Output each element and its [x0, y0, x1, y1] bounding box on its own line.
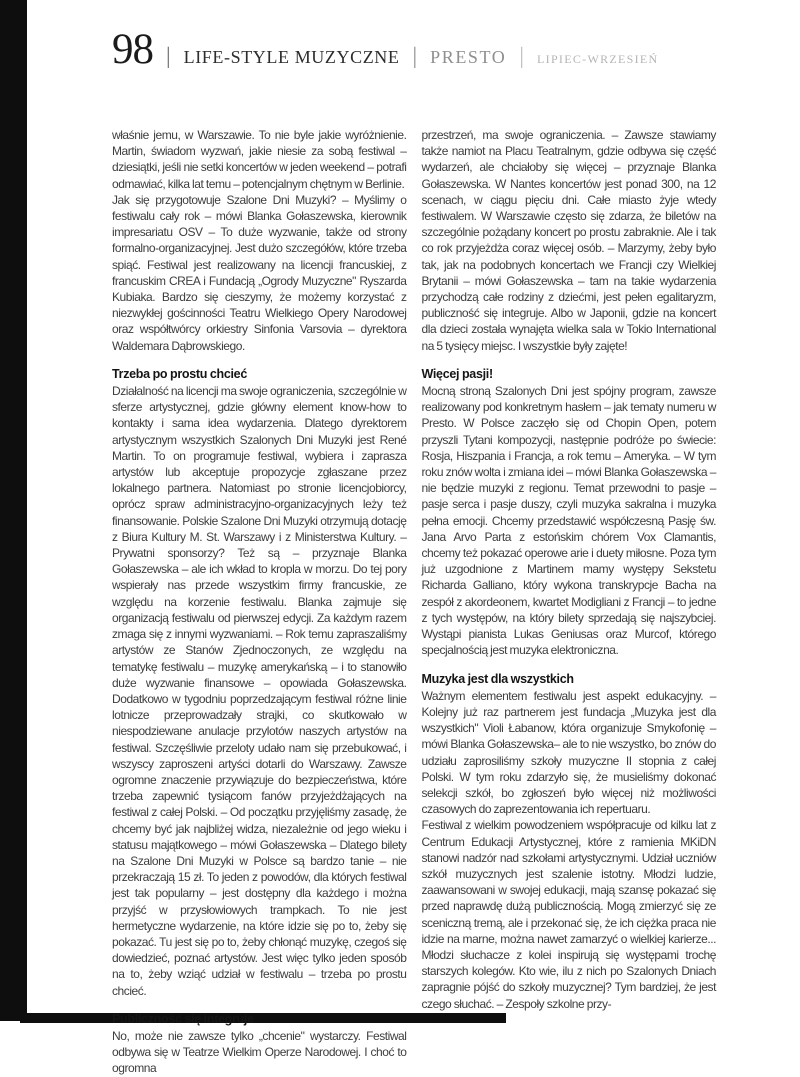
- body-paragraph: Festiwal z wielkim powodzeniem współpracuje od kilku lat z Centrum Edukacji Artystycznej, które z ramienia MKiDN stanowi nadzór nad szkołami artystycznymi. Udział uczniów szkół muzycznych jest szalenie istotny. Młodzi ludzie, zaawansowani w swojej edukacji, mają szansę pokazać się przed naprawdę dużą publicznością. Mogą zmierzyć się ze sceniczną tremą, ale i przekonać się, że ich ciężka praca nie idzie na marne, można nawet zamarzyć o wielkiej karierze... Młodzi słuchacze z kolei inspirują się występami trochę starszych kolegów. Kto wie, ilu z nich po Szalonych Dniach zapragnie pójść do szkoły muzycznej? Tym bardziej, że jest czego słuchać. – Zespoły szkolne przy-: [421, 818, 716, 1011]
- body-paragraph: Ważnym elementem festiwalu jest aspekt edukacyjny. – Kolejny już raz partnerem jest fundacja „Muzyka jest dla wszystkich" Violi Łabanow, która organizuje Smykofonię – mówi Blanka Gołaszewska– ale to nie wszystko, bo znów do udziału zaprosiliśmy szkoły muzyczne II stopnia z całej Polski. W tym roku zdarzyło się, że musieliśmy dokonać selekcji szkół, bo zgłoszeń było więcej niż możliwości czasowych do zaprezentowania ich repertuaru.: [421, 688, 716, 817]
- right-column: [422, 127, 717, 1077]
- body-paragraph: No, może nie zawsze tylko „chcenie" wystarczy. Festiwal odbywa się w Teatrze Wielkim Operze Narodowej. I choć to ogromna: [112, 1028, 407, 1076]
- section-heading: Publiczność się integruje: [112, 1011, 254, 1026]
- body-paragraph: przestrzeń, ma swoje ograniczenia. – Zawsze stawiamy także namiot na Placu Teatralnym, gdzie odbywa się część wydarzeń, ale chciałoby się więcej – przyznaje Blanka Gołaszewska. W Nantes koncertów jest ponad 300, na 12 scenach, w ciągu pięciu dni. Całe miasto żyje wtedy festiwalem. W Warszawie często się zdarza, że biletów na szczególnie pożądany koncert po prostu zabraknie. Ale i tak co rok przyjeżdża coraz więcej osób. – Marzymy, żeby było tak, jak na podobnych koncertach we Francji czy Wielkiej Brytanii – mówi Gołaszewska – tam na takie wydarzenia przychodzą całe rodziny z dziećmi, jest pełen egalitaryzm, publiczność się integruje. Albo w Japonii, gdzie na koncert dla dzieci została wynajęta wielka sala w Tokio International na 5 tysięcy miejsc. I wszystkie były zajęte!: [421, 128, 716, 353]
- body-paragraph: Mocną stroną Szalonych Dni jest spójny program, zawsze realizowany pod konkretnym hasłem – jak tematy numeru w Presto. W Polsce zaczęło się od Chopin Open, potem przyszli Tytani kompozycji, następnie podróże po świecie: Rosja, Hiszpania i Francja, a rok temu – Ameryka. – W tym roku znów wolta i zmiana idei – mówi Blanka Gołaszewska – nie będzie muzyki z regionu. Temat przewodni to pasje – pasje serca i pasje duszy, czyli muzyka sakralna i muzyka pełna emocji. Chcemy przedstawić współczesną Pasję św. Jana Arvo Parta z estońskim chórem Vox Clamantis, chcemy też pokazać operowe arie i duety miłosne. Poza tym już uzgodnione z Martinem mamy występy Sekstetu Richarda Galliano, który wykona transkrypcje Bacha na zespół z akordeonem, kwartet Modigliani z Francji – to jedne z tych występów, na który bilety sprzedają się najszybciej. Wystąpi pianista Lukas Geniusas oraz Murcof, którego specjalnością jest muzyka elektroniczna.: [421, 384, 716, 658]
- section-heading: Trzeba po prostu chcieć: [112, 366, 247, 381]
- section-heading: Muzyka jest dla wszystkich: [421, 671, 574, 686]
- header-separator: |: [412, 43, 418, 68]
- header-separator: |: [519, 43, 525, 68]
- page-header: [112, 28, 659, 71]
- body-paragraph: właśnie jemu, w Warszawie. To nie byle jakie wyróżnienie. Martin, świadom wyzwań, jakie niesie za sobą festiwal – dziesiątki, jeśli nie setki koncertów w jeden weekend – potrafi odmawiać, kilka lat temu – potencjalnym chętnym w Berlinie.: [112, 128, 407, 191]
- left-column: [112, 127, 407, 1077]
- body-paragraph: Działalność na licencji ma swoje ograniczenia, szczególnie w sferze artystycznej, gdzie główny element know-how to kontakty i sama idea wydarzenia. Dlatego dyrektorem artystycznym wszystkich Szalonych Dni Muzyki jest René Martin. To on programuje festiwal, wybiera i zaprasza artystów lub akceptuje propozycje zgłaszane przez lokalnego partnera. Natomiast po stronie licencjobiorcy, oprócz spraw administracyjno-organizacyjnych leży też finansowanie. Polskie Szalone Dni Muzyki otrzymują dotację z Biura Kultury M. St. Warszawy i z Ministerstwa Kultury. – Prywatni sponsorzy? Też są – przyznaje Blanka Gołaszewska – ale ich wkład to kropla w morzu. Do tej pory wspierały nas przede wszystkim firmy francuskie, ze względu na korzenie festiwalu. Blanka zajmuje się organizacją festiwalu od pierwszej edycji. Za każdym razem zmaga się z innymi wyzwaniami. – Rok temu zapraszaliśmy artystów ze Stanów Zjednoczonych, ze względu na tematykę festiwalu – muzykę amerykańską – i to stanowiło duże wyzwanie finansowe – opowiada Gołaszewska. Dodatkowo w tygodniu poprzedzającym festiwal różne linie lotnicze przeprowadzały strajki, co skutkowało w niespodziewane anulacje przylotów naszych artystów na festiwal. Szczęśliwie przeloty udało nam się przebukować, i wszyscy zaproszeni artyści dotarli do Warszawy. Zawsze ogromne znaczenie przywiązuje do bezpieczeństwa, które trzeba zapewnić tysiącom fanów przyjeżdżających na festiwal z całej Polski. – Od początku przyjęliśmy zasadę, że chcemy być jak najbliżej widza, niezależnie od jego wieku i statusu majątkowego – mówi Gołaszewska – Dlatego bilety na Szalone Dni Muzyki w Polsce są bardzo tanie – nie przekraczają 15 zł. To jeden z powodów, dla których festiwal jest tak popularny – jest dostępny dla każdego i można przyjść w przysłowiowych trampkach. To nie jest hermetyczne wydarzenie, na które idzie się po to, żeby się pokazać. Tu jest się po to, żeby chłonąć muzykę, czegoś się dowiedzieć, poznać artystów. Jest więc tylko jeden sposób na to, żeby wziąć udział w festiwalu – trzeba po prostu chcieć.: [112, 384, 407, 998]
- magazine-name: PRESTO: [430, 47, 507, 67]
- header-separator: |: [166, 43, 171, 68]
- issue-date: LIPIEC-WRZESIEŃ: [537, 52, 659, 66]
- scan-edge-left: [0, 0, 27, 1021]
- section-title: LIFE-STYLE MUZYCZNE: [183, 47, 400, 67]
- section-heading: Więcej pasji!: [421, 366, 493, 381]
- page-number: 98: [112, 26, 153, 73]
- article-body: [112, 127, 716, 1077]
- body-paragraph: Jak się przygotowuje Szalone Dni Muzyki? – Myślimy o festiwalu cały rok – mówi Blanka Gołaszewska, kierownik impresariatu OSV – To duże wyzwanie, także od strony formalno-organizacyjnej. Jest dużo szczegółów, które trzeba spiąć. Festiwal jest realizowany na licencji francuskiej, z francuskim CREA i Fundacją „Ogrody Muzyczne" Ryszarda Kubiaka. Bardzo się cieszymy, że możemy korzystać z niezwykłej gościnności Teatru Wielkiego Opery Narodowej oraz współtwórcy orkiestry Sinfonia Varsovia – dyrektora Waldemara Dąbrowskiego.: [112, 192, 407, 353]
